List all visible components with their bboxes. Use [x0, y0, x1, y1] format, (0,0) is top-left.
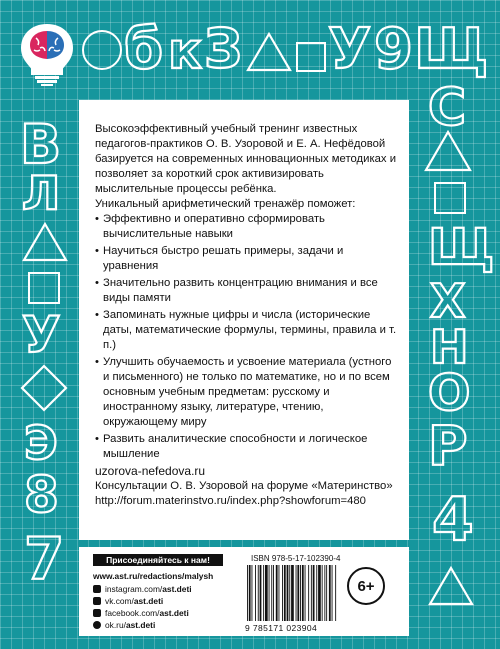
social-handle: ast.deti — [133, 596, 164, 606]
triangle-outline-shape — [424, 130, 472, 172]
barcode-bar — [296, 565, 297, 621]
list-item: • Значительно развить концентрацию внимания и все виды памяти — [95, 276, 397, 306]
square-outline-shape — [28, 272, 60, 304]
border-letter: О — [428, 364, 471, 422]
barcode-bar — [287, 565, 289, 621]
benefits-list — [95, 212, 397, 462]
triangle-outline-shape — [428, 566, 474, 606]
barcode-bar — [289, 565, 290, 621]
barcode-bar — [271, 565, 272, 621]
barcode-bar — [252, 565, 253, 621]
social-prefix: instagram.com/ — [105, 584, 163, 594]
isbn-text: ISBN 978-5-17-102390-4 — [251, 554, 341, 563]
barcode-bar — [297, 565, 299, 621]
border-letter: З — [204, 17, 243, 80]
square-outline-shape — [296, 42, 326, 72]
barcode-digits: 9 785171 023904 — [245, 623, 318, 633]
border-letter: Щ — [414, 17, 489, 82]
social-handle: ast.deti — [162, 584, 192, 594]
barcode-bar — [322, 565, 323, 621]
description-card — [79, 100, 409, 540]
square-outline-shape — [434, 182, 466, 214]
barcode-bar — [302, 565, 304, 621]
instagram-icon — [93, 585, 101, 593]
border-letter: Х — [430, 274, 466, 328]
social-prefix: facebook.com/ — [105, 608, 160, 618]
vk-icon — [93, 597, 101, 605]
social-prefix: vk.com/ — [105, 596, 134, 606]
benefits-lead: Уникальный арифметический тренажёр поможет: — [95, 198, 356, 210]
triangle-outline-shape — [246, 32, 292, 72]
border-letter: 4 — [432, 485, 474, 555]
publisher-strip — [79, 547, 409, 636]
ok-icon — [93, 621, 101, 629]
brain-lightbulb-logo — [18, 22, 76, 86]
barcode-bar — [265, 565, 268, 621]
list-item: • Запоминать нужные цифры и числа (исторические даты, математические формулы, термины, правила и т. п.) — [95, 308, 397, 353]
barcode-bar — [308, 565, 309, 621]
border-letter: Р — [428, 415, 468, 478]
border-letter: Н — [430, 320, 469, 374]
barcode-bar — [255, 565, 256, 621]
website-link[interactable]: uzorova-nefedova.ru — [95, 464, 206, 478]
list-item: • Эффективно и оперативно сформировать вычислительные навыки — [95, 212, 397, 242]
barcode-bar — [329, 565, 331, 621]
barcode-bar — [316, 565, 317, 621]
barcode-bar — [318, 565, 321, 621]
social-link-ok[interactable] — [93, 620, 155, 630]
barcode-image — [245, 565, 339, 621]
border-letter: к — [168, 22, 202, 80]
barcode-bar — [276, 565, 278, 621]
barcode-bar — [300, 565, 301, 621]
border-letter: 7 — [24, 525, 65, 593]
forum-link[interactable]: http://forum.materinstvo.ru/index.php?showforum=480 — [95, 495, 366, 507]
social-link-vk[interactable] — [93, 596, 163, 606]
barcode-bar — [249, 565, 251, 621]
list-item: • Улучшить обучаемость и усвоение материала (устного и письменного) не только по математике, но и по всем основным учебным предметам: русскому и иностранному языку, литературе, чтению, окружающему миру — [95, 355, 397, 430]
barcode-bar — [284, 565, 286, 621]
social-prefix: ok.ru/ — [105, 620, 126, 630]
barcode-bar — [279, 565, 280, 621]
barcode-bar — [260, 565, 262, 621]
circle-outline-shape — [82, 30, 122, 70]
border-letter: У — [328, 17, 372, 82]
barcode-bar — [273, 565, 274, 621]
border-letter: 9 — [374, 17, 413, 82]
list-item: • Развить аналитические способности и логическое мышление — [95, 432, 397, 462]
barcode-bar — [335, 565, 336, 621]
barcode-bar — [263, 565, 264, 621]
border-letter: Э — [24, 416, 58, 470]
join-us-banner: Присоединяйтесь к нам! — [93, 554, 223, 566]
facebook-icon — [93, 609, 101, 617]
barcode-bar — [282, 565, 283, 621]
barcode-bar — [305, 565, 306, 621]
border-letter: С — [428, 78, 467, 138]
barcode-bar — [269, 565, 270, 621]
social-link-instagram[interactable] — [93, 584, 192, 594]
border-letter: В — [20, 113, 62, 176]
age-rating-badge: 6+ — [347, 567, 385, 605]
barcode-bar — [326, 565, 327, 621]
barcode-bar — [313, 565, 315, 621]
consultation-text: Консультации О. В. Узоровой на форуме «Материнство» — [95, 480, 393, 492]
border-letter: Л — [22, 166, 61, 220]
publisher-link[interactable]: www.ast.ru/redactions/malysh — [93, 571, 214, 581]
diamond-outline-shape — [20, 364, 68, 412]
barcode-bar — [247, 565, 248, 621]
border-letter: 8 — [24, 466, 59, 524]
barcode-bar — [291, 565, 294, 621]
barcode-bar — [258, 565, 259, 621]
border-letter: У — [22, 306, 61, 364]
social-handle: ast.deti — [125, 620, 156, 630]
social-link-facebook[interactable] — [93, 608, 189, 618]
border-letter: б — [124, 17, 164, 82]
barcode-bar — [311, 565, 312, 621]
list-item: • Научиться быстро решать примеры, задачи и уравнения — [95, 244, 397, 274]
border-letter: Щ — [428, 218, 495, 276]
social-handle: ast.deti — [159, 608, 189, 618]
barcode-bar — [324, 565, 325, 621]
triangle-outline-shape — [22, 222, 68, 262]
barcode-bar — [332, 565, 333, 621]
intro-paragraph: Высокоэффективный учебный тренинг известных педагогов-практиков О. В. Узоровой и Е. А. Нефёдовой базируется на современных инновационных методиках и позволяет за короткий срок активизировать мыслительные процессы ребёнка. — [95, 123, 397, 195]
